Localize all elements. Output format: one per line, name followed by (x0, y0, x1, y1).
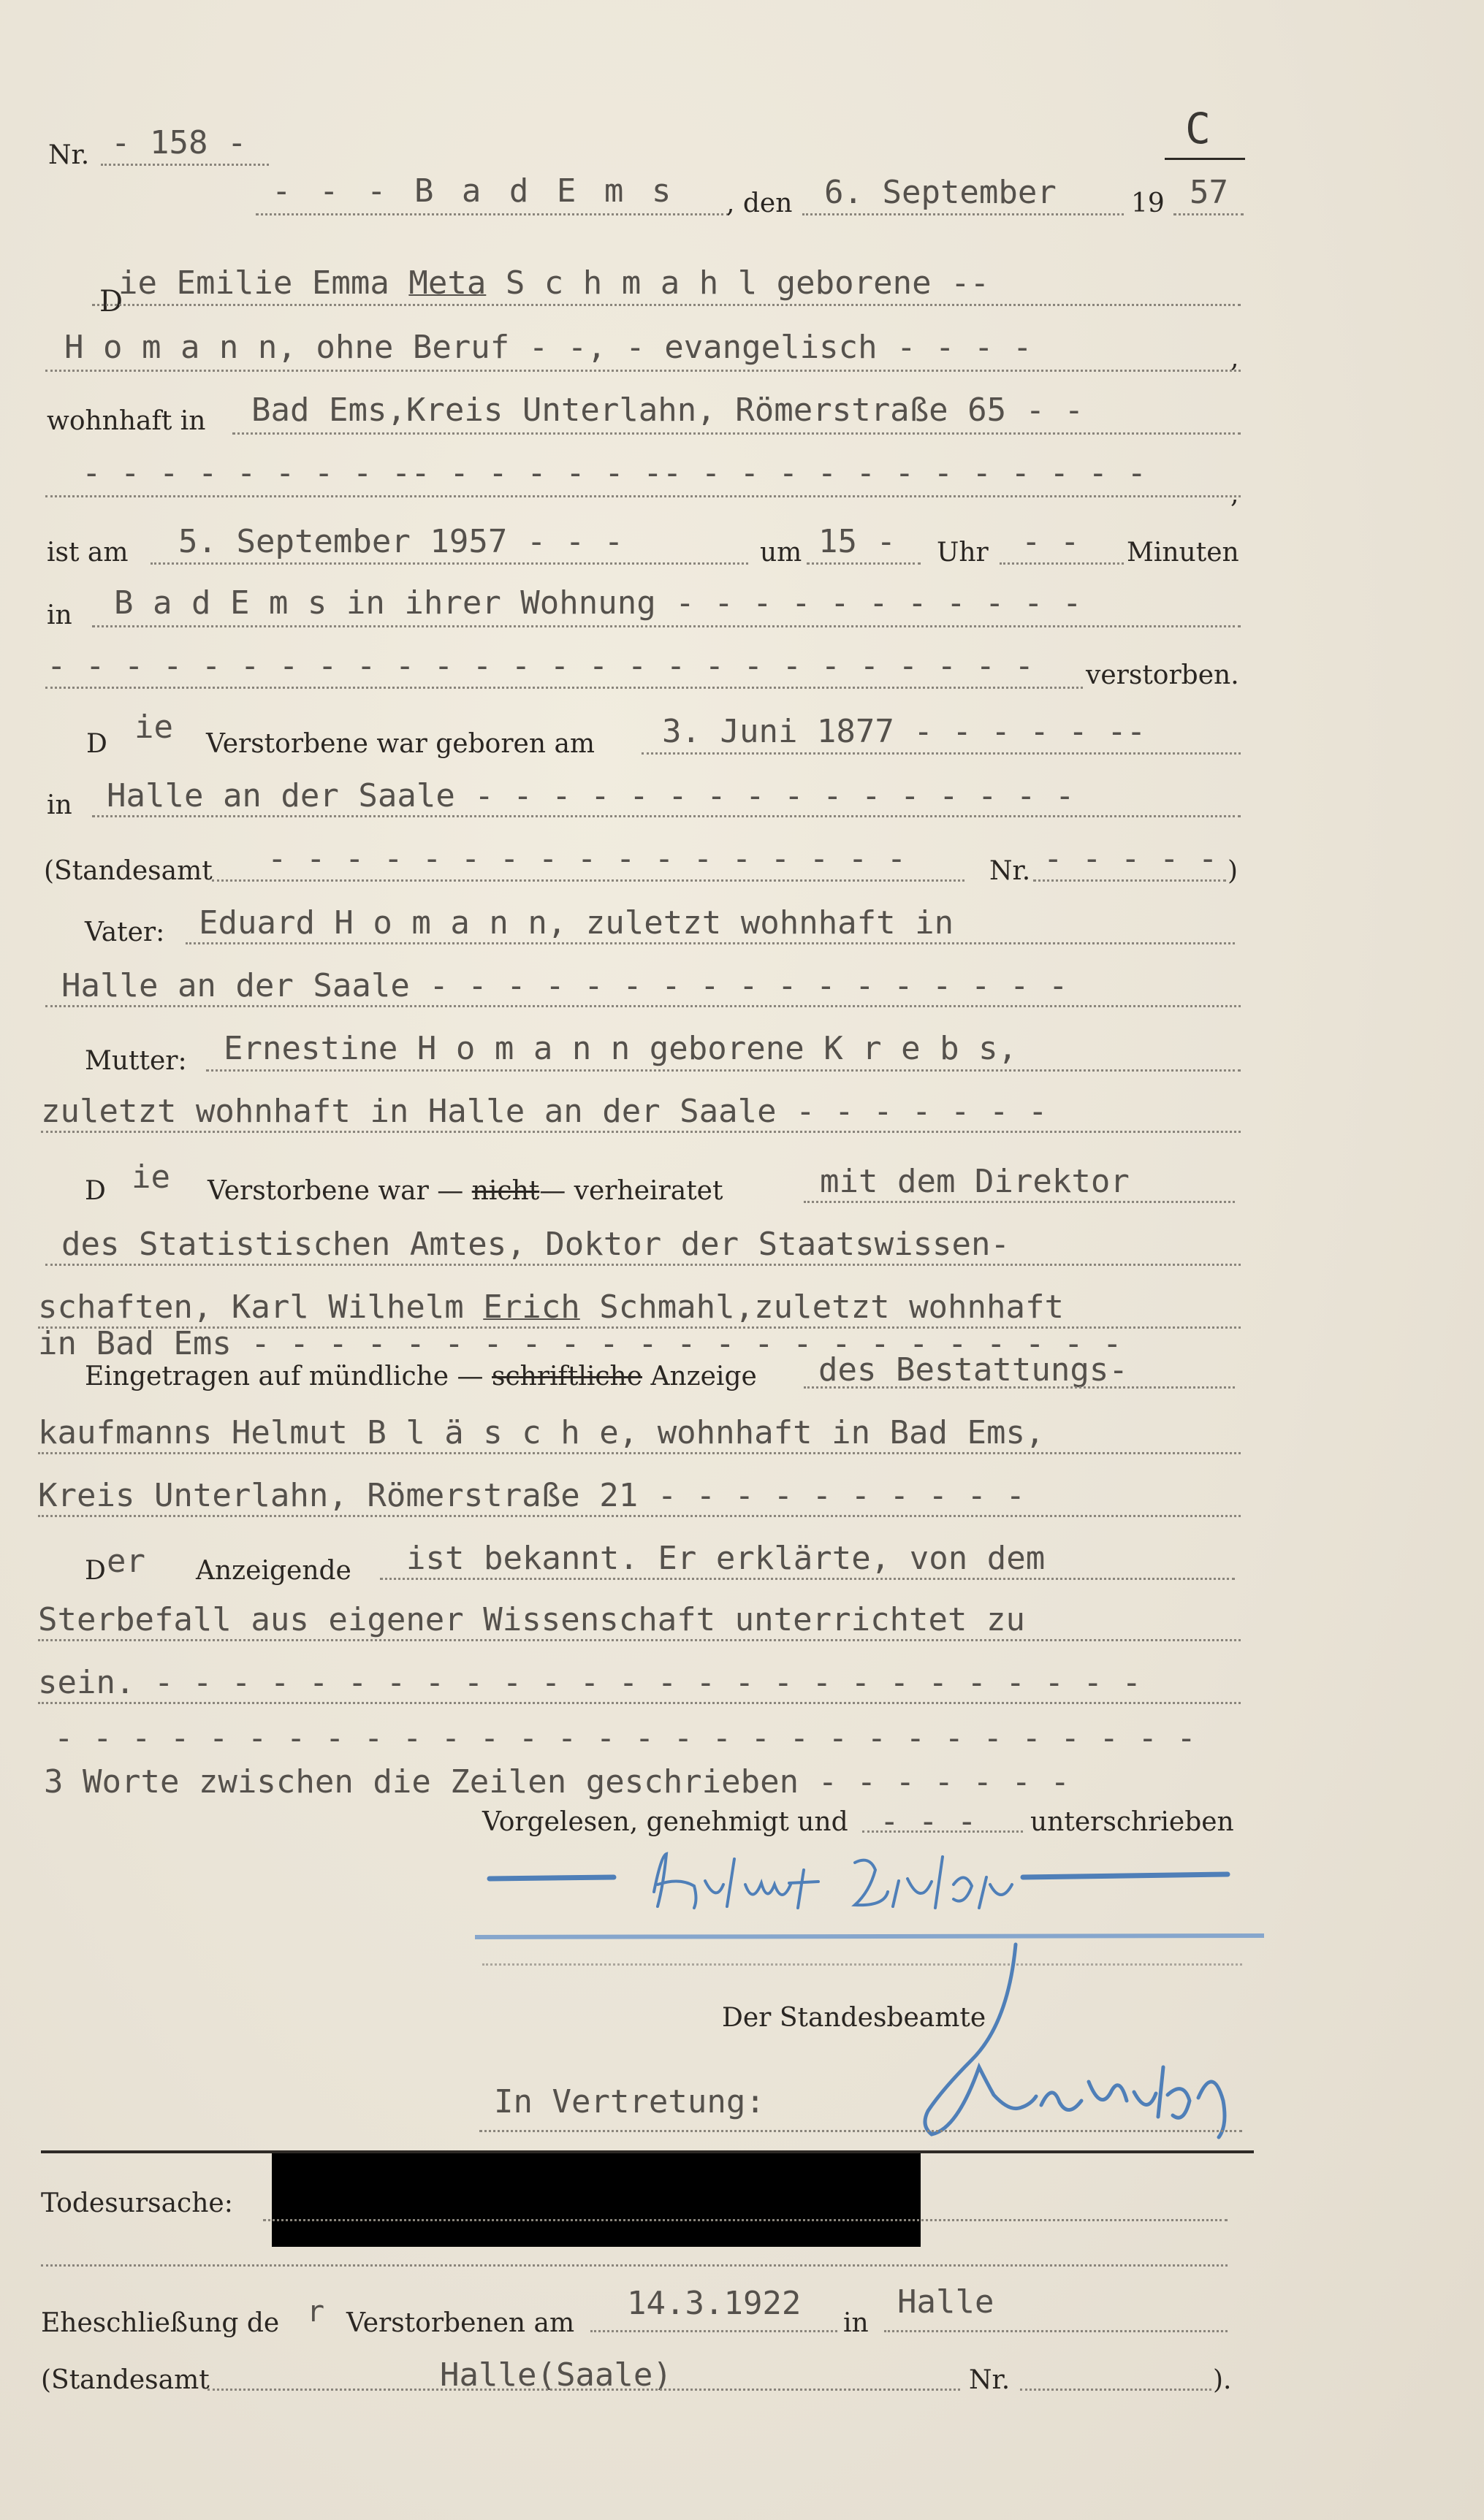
spouse-line-1: mit dem Direktor (820, 1163, 1130, 1200)
verstorben-label: verstorben. (1086, 660, 1239, 690)
deceased-name-line: ie Emilie Emma Meta S c h m a h l geborene -- (118, 264, 990, 302)
death-date-dotted-line (151, 562, 748, 565)
year-prefix: 19 (1131, 188, 1165, 218)
residence-dotted-line (232, 432, 1241, 435)
hour-dotted-line (807, 562, 921, 565)
birth-in-label: in (47, 790, 72, 820)
death-place-dotted-line (92, 625, 1241, 627)
birth-standesamt-value: - - - - - - - - - - - - - - - - - (267, 840, 907, 877)
mother-dotted-line-1 (206, 1069, 1241, 1072)
die-prefix: D (99, 285, 123, 318)
father-dotted-line-2 (45, 1005, 1241, 1007)
birth-standesamt-dotted-line (212, 879, 964, 882)
registration-dotted-line-2 (38, 1452, 1241, 1454)
marriage-text: Verstorbene war — nicht— verheiratet (208, 1176, 723, 1206)
standesbeamte-label: Der Standesbeamte (722, 2003, 986, 2033)
deceased-maiden-name-line: H o m a n n, ohne Beruf - -, - evangelisch - - - - (64, 329, 1032, 366)
spouse-line-3: schaften, Karl Wilhelm Erich Schmahl,zuletzt wohnhaft (38, 1288, 1064, 1326)
in-label: in (47, 600, 72, 630)
in-vertretung-label: In Vertretung: (494, 2083, 765, 2120)
registration-label: Eingetragen auf mündliche — schriftliche Anzeige (85, 1362, 757, 1391)
mutter-label: Mutter: (85, 1046, 187, 1076)
born-label: Verstorbene war geboren am (206, 729, 595, 759)
birth-place: Halle an der Saale - - - - - - - - - - - - - - - - (107, 777, 1075, 814)
birth-standesamt-label: (Standesamt (44, 856, 213, 886)
death-register-page: Nr. - 158 - C - - - B a d E m s , den 6. September 19 57 D ie Emilie Emma Meta S c h m a h l geborene -- H o m a n n, ohne Beruf - -, - evangelisch - - - - , wohnhaft in Bad Ems,Kreis Unterlahn, Römerstraße 65 - - - - - - - - - - -- - - - - - -- - - - - - - - - - - - - , ist am 5. September 1957 - - - um 15 - Uhr - - Minuten in B a d E m s in ihrer Wohnung - - - - - - - - - - - - - - - - - - - - - - - - - - - - - - - - - - - - - verstorben. D ie Verstorbene war geboren am 3. Juni 1877 - - - - - -- in Halle an der Saale - - - - - - - - - - - - - - - - (Standesamt - - - - - - - - - - - - - - - - - Nr. - - - - - ) Vater: Eduard H o m a n n, zuletzt wohnhaft in Halle an der Saale - - - - - - - - - - - - - - - - - Mutter: Ernestine H o m a n n geborene K r e b s, zuletzt wohnhaft in Halle an der Saale - - - - - - - D ie Verstorbene war — nicht— verheiratet mit dem Direktor des Statistischen Amtes, Doktor der Staatswissen- schaften, Karl Wilhelm Erich Schmahl,zuletzt wohnhaft in Bad Ems - - - - - - - - - - - - - - - - - - - - - - - Eingetragen auf mündliche — schriftliche Anzeige des Bestattungs- kaufmanns Helmut B l ä s c h e, wohnhaft in Bad Ems, Kreis Unterlahn, Römerstraße 21 - - - - - - - - - - D er Anzeigende ist bekannt. Er erklärte, von dem Sterbefall aus eigener Wissenschaft unterrichtet zu sein. - - - - - - - - - - - - - - - - - - - - - - - - - - - - - - - - - - - - - - - - - - - - - - - - - - - - - - - - 3 Worte zwischen die Zeilen geschrieben - - - - - - - Vorgelesen, genehmigt und - - - unterschrieben Der Standesbeamte In Vertretung: Todesursache: Eheschließung de r Verstorbenen am 14.3.1922 in Halle (Standesamt Halle(Saale) Nr. ). (0, 0, 1484, 2520)
underlined-erich: Erich (483, 1288, 580, 1326)
den-label: , den (726, 188, 793, 218)
birth-date: 3. Juni 1877 - - - - - -- (662, 713, 1146, 750)
birth-nr-value: - - - - - (1043, 840, 1218, 877)
mother-dotted-line-2 (41, 1131, 1241, 1133)
mother-line-2: zuletzt wohnhaft in Halle an der Saale - - - - - - - (41, 1093, 1048, 1130)
unterschrieben-label: unterschrieben (1030, 1807, 1234, 1837)
marriage-d-label: D (85, 1176, 106, 1206)
death-filler-dotted-line (45, 687, 1083, 689)
informant-dotted-line-3 (38, 1702, 1241, 1704)
residence-dotted-line-2 (45, 495, 1241, 497)
informant-line-1: ist bekannt. Er erklärte, von dem (406, 1540, 1046, 1577)
corner-underline (1165, 158, 1245, 160)
eheschliessung-date: 14.3.1922 (627, 2285, 802, 2322)
marriage-nr-dotted-line (1020, 2389, 1211, 2391)
deceased-dotted-line-1 (92, 304, 1241, 306)
vertretung-dotted-line (479, 2130, 1242, 2132)
eheschliessung-label-b: Verstorbenen am (346, 2308, 575, 2338)
vater-label: Vater: (85, 917, 165, 947)
registration-dotted-line-3 (38, 1515, 1241, 1517)
vorgelesen-label: Vorgelesen, genehmigt und (482, 1807, 848, 1837)
place-dotted-line (256, 213, 729, 215)
anzeigende-label: Anzeigende (196, 1556, 351, 1586)
redaction-bar (272, 2153, 921, 2247)
year-dotted-line (1173, 213, 1244, 215)
mother-line-1: Ernestine H o m a n n geborene K r e b s, (224, 1030, 1018, 1067)
birth-nr-dotted-line (1033, 879, 1226, 882)
todesursache-dotted-line (263, 2219, 1228, 2221)
struck-nicht: nicht (471, 1176, 540, 1206)
blank-dotted-line (41, 2264, 1228, 2267)
informant-d-label: D (85, 1556, 106, 1586)
ist-am-label: ist am (47, 538, 129, 568)
eheschliessung-r: r (307, 2295, 325, 2329)
death-minutes: - - (1021, 523, 1080, 560)
marriage-standesamt-value: Halle(Saale) (440, 2356, 672, 2394)
minutes-dotted-line (1000, 562, 1124, 565)
informant-line-2: Sterbefall aus eigener Wissenschaft unterrichtet zu (38, 1601, 1026, 1638)
marriage-nr-label: Nr. (969, 2365, 1011, 2395)
registration-line-3: Kreis Unterlahn, Römerstraße 21 - - - - - - - - - - (38, 1477, 1026, 1514)
eheschliessung-in-label: in (843, 2308, 869, 2338)
corner-letter: C (1185, 104, 1211, 153)
informant-dotted-line-1 (380, 1578, 1235, 1580)
father-line-1: Eduard H o m a n n, zuletzt wohnhaft in (199, 904, 954, 942)
underlined-meta: Meta (408, 264, 487, 302)
nr-label: Nr. (48, 140, 90, 170)
registration-line-1: des Bestattungs- (818, 1351, 1128, 1389)
death-filler-line: - - - - - - - - - - - - - - - - - - - - - - - - - - (47, 647, 1035, 684)
vorgelesen-dotted-line (862, 1830, 1023, 1833)
registration-date: 6. September (824, 174, 1057, 211)
minuten-label: Minuten (1127, 538, 1239, 568)
struck-schriftliche: schriftliche (492, 1362, 643, 1391)
birth-d-label: D (86, 729, 107, 759)
marriage-d-value: ie (132, 1158, 170, 1196)
registration-dotted-line-1 (804, 1386, 1235, 1389)
um-label: um (760, 538, 802, 568)
marriage-standesamt-label: (Standesamt (41, 2365, 210, 2395)
marriage-standesamt-dotted-line (208, 2389, 960, 2391)
father-dotted-line-1 (186, 942, 1235, 944)
register-number: - 158 - (111, 124, 247, 161)
spouse-line-2: des Statistischen Amtes, Doktor der Staatswissen- (61, 1226, 1011, 1263)
place-of-registration: - - - B a d E m s (272, 172, 676, 210)
registrar-signature-icon (862, 1936, 1271, 2147)
wohnhaft-label: wohnhaft in (47, 406, 206, 436)
informant-d-value: er (107, 1543, 145, 1580)
informant-line-3: sein. - - - - - - - - - - - - - - - - - - - - - - - - - - (38, 1664, 1141, 1701)
uhr-label: Uhr (937, 538, 989, 568)
spouse-dotted-line-1 (804, 1201, 1235, 1203)
residence-value: Bad Ems,Kreis Unterlahn, Römerstraße 65 - - (251, 392, 1084, 429)
spouse-dotted-line-2 (45, 1264, 1241, 1266)
death-date: 5. September 1957 - - - (178, 523, 624, 560)
year-suffix: 57 (1190, 174, 1228, 211)
spouse-line-4: in Bad Ems - - - - - - - - - - - - - - - - - - - - - - - (38, 1325, 1122, 1362)
informant-line-4: - - - - - - - - - - - - - - - - - - - - - - - - - - - - - - (54, 1719, 1196, 1757)
nr-dotted-line (101, 164, 269, 166)
vorgelesen-value: - - - (880, 1803, 977, 1840)
informant-signature-icon (475, 1841, 1264, 1950)
death-hour: 15 - (818, 523, 896, 560)
deceased-dotted-line-2 (45, 370, 1241, 372)
eheschliessung-date-dotted-line (590, 2330, 837, 2332)
birth-date-dotted-line (642, 752, 1241, 755)
birth-place-dotted-line (92, 815, 1241, 817)
death-place: B a d E m s in ihrer Wohnung - - - - - - - - - - - (114, 584, 1082, 622)
date-dotted-line (802, 213, 1124, 215)
eheschliessung-place: Halle (897, 2283, 994, 2321)
eheschliessung-place-dotted-line (884, 2330, 1228, 2332)
eheschliessung-label-a: Eheschließung de (41, 2308, 280, 2338)
father-line-2: Halle an der Saale - - - - - - - - - - - - - - - - - (61, 967, 1068, 1004)
informant-dotted-line-2 (38, 1639, 1241, 1641)
birth-nr-label: Nr. (989, 856, 1031, 886)
residence-filler-line: - - - - - - - - -- - - - - - -- - - - - - - - - - - - - (82, 454, 1146, 492)
interlineation-note: 3 Worte zwischen die Zeilen geschrieben - - - - - - - (44, 1763, 1070, 1801)
registration-line-2: kaufmanns Helmut B l ä s c h e, wohnhaft in Bad Ems, (38, 1414, 1045, 1451)
birth-d-value: ie (134, 709, 173, 746)
todesursache-label: Todesursache: (41, 2188, 233, 2218)
